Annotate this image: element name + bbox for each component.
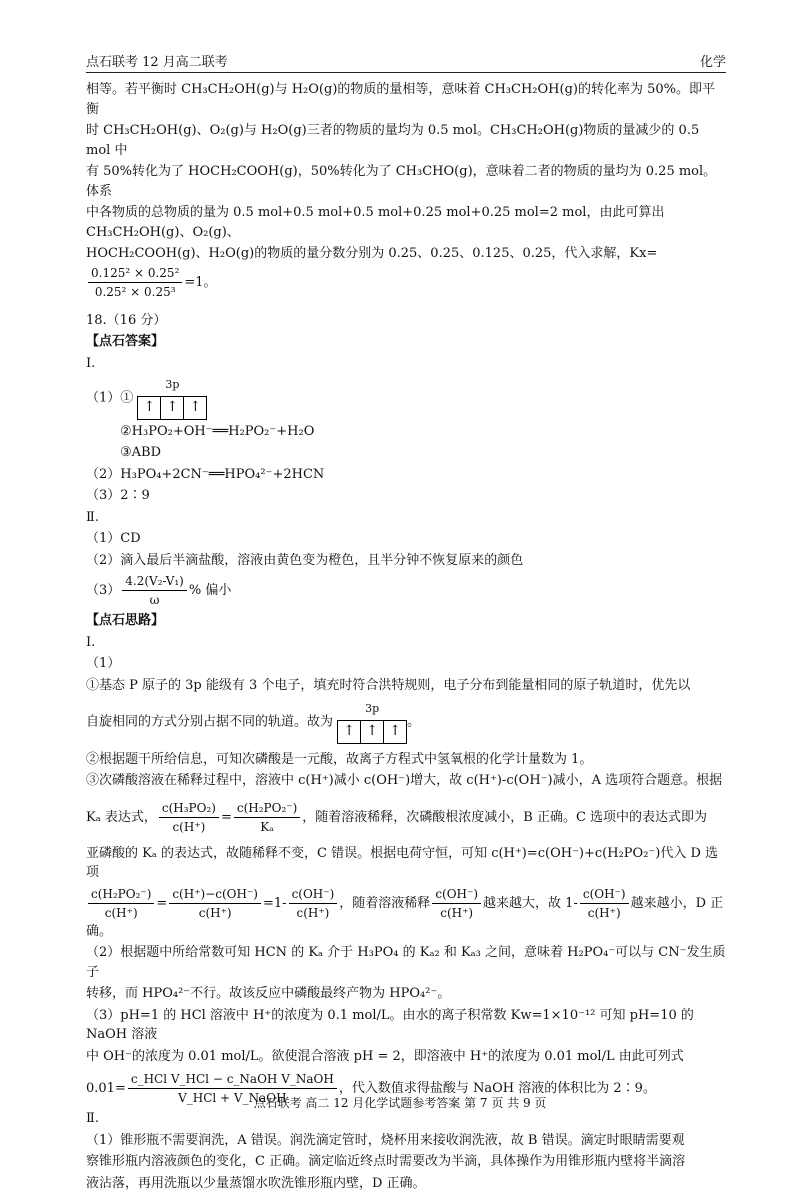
intro-line: 相等。若平衡时 CH₃CH₂OH(g)与 H₂O(g)的物质的量相等，意味着 CH₃CH₂OH(g)的转化率为 50%。即平衡 [86,82,715,117]
formula-fraction: $\frac{\text{c(H₂PO₂⁻)}}{\text{Kₐ}}$ [234,799,300,836]
answer-2: （2）H₃PO₄+2CN⁻══HPO₄²⁻+2HCN [86,466,325,482]
up-arrow-icon: ↑ [189,399,202,415]
idea-d-line: $\frac{\text{c(H₂PO₂⁻)}}{c(H^+)}$ = $\frac{c(H^+)-c(OH^-)}{c(H^+)}$ =1- $\frac{c(OH^-)}{c(H^+)}$ ，随着溶液稀释 $\frac{c(OH^-)}{c(H^+)}$ 越来越大，故 1- $\frac{c(OH^-)}{c(H^+)}$ 越来越小，D 正确。 [86,886,724,939]
formula-fraction: $\frac{c(OH^-)}{c(H^+)}$ [289,885,338,922]
section-label: Ⅱ. [86,1111,99,1126]
page-header [86,52,726,73]
section-label: Ⅱ. [86,509,99,525]
idea-3: （3）pH=1 的 HCl 溶液中 H⁺的浓度为 0.1 mol/L。由水的离子积常数 Kw=1×10⁻¹² 可知 pH=10 的 NaOH 溶液 [86,1007,694,1042]
intro-line: 中各物质的总物质的量为 0.5 mol+0.5 mol+0.5 mol+0.25 mol+0.25 mol=2 mol，由此可算出 CH₃CH₂OH(g)、O₂(g)、 [86,205,665,240]
formula-fraction: $\frac{c(H^+)-c(OH^-)}{c(H^+)}$ [169,885,261,922]
page-footer: 点石联考 高二 12 月化学试题参考答案 第 7 页 共 9 页 [253,1096,547,1110]
idea-2: 转移，而 HPO₄²⁻不行。故该反应中磷酸最终产物为 HPO₄²⁻。 [86,986,451,1001]
answer-fraction: $\frac{\text{4.2(V₂-V₁)}}{\omega}$ [122,572,187,609]
section-label: Ⅰ. [86,634,96,650]
header-subject: 化学 [699,54,726,70]
idea-text: 亚磷酸的 Kₐ 的表达式，故随稀释不变，C 错误。根据电荷守恒，可知 c(H⁺)=c(OH⁻)+c(H₂PO₂⁻)代入 D 选项 [86,845,719,880]
kx-fraction: $\frac{\text{0.125² × 0.25²}}{\text{0.25² × 0.25³}}$ [88,264,182,301]
kx-line: HOCH₂COOH(g)、H₂O(g)的物质的量分数分别为 0.25、0.25、0.125、0.25，代入求解，Kx= $\frac{\text{0.125² × 0.25²}}{\text{0.25² × 0.25³}}$ =1。 [86,246,658,299]
question-title: 18.（16 分） [86,312,167,328]
answer-1-1: （1）① 3p ↑ ↑ ↑ [86,377,726,420]
section-label: Ⅰ. [86,355,96,371]
idea-text: 自旋相同的方式分别占据不同的轨道。故为 3p ↑ ↑ ↑ 。 [86,701,726,744]
idea-1: （1） [86,656,121,671]
up-arrow-icon: ↑ [361,721,384,743]
formula-fraction: $\frac{c(OH^-)}{c(H^+)}$ [432,885,481,922]
idea-3: 中 OH⁻的浓度为 0.01 mol/L。欲使混合溶液 pH = 2，即溶液中 H⁺的浓度为 0.01 mol/L 由此可列式 [86,1048,684,1064]
orbital-boxes [337,720,407,744]
up-arrow-icon: ↑ [389,723,402,739]
idea-3-formula: 0.01= $\frac{\text{c\_HCl V\_HCl − c\_NaOH V\_NaOH}}{\text{V\_HCl + V\_NaOH}}$ ，代入数值求得盐酸与 NaOH 溶液的体积比为 2∶9。 [86,1072,656,1105]
intro-line: 有 50%转化为了 HOCH₂COOH(g)，50%转化为了 CH₃CHO(g)，意味着二者的物质的量均为 0.25 mol。体系 [86,164,717,199]
idea-ii-1: 液沾落，再用洗瓶以少量蒸馏水吹洗锥形瓶内壁，D 正确。 [86,1175,426,1191]
document-body [86,78,726,1195]
idea-ka-line: Kₐ 表达式， $\frac{\text{c(H₃PO₂)}}{c(H^+)}$ = $\frac{\text{c(H₂PO₂⁻)}}{\text{Kₐ}}$ ，随着溶液稀释，次磷酸根浓度减小，B 正确。C 选项中的表达式即为 [86,800,708,834]
up-arrow-icon: ↑ [138,397,161,419]
answer-1-2: ②H₃PO₂+OH⁻══H₂PO₂⁻+H₂O [120,423,315,439]
answer-ii-3: （3） $\frac{\text{4.2(V₂-V₁)}}{\omega}$ % 偏小 [86,574,232,607]
formula-fraction: $\frac{\text{c(H₂PO₂⁻)}}{c(H^+)}$ [88,885,154,922]
idea-text: ③次磷酸溶液在稀释过程中，溶液中 c(H⁺)减小 c(OH⁻)增大，故 c(H⁺)-c(OH⁻)减小，A 选项符合题意。根据 [86,773,723,788]
up-arrow-icon: ↑ [338,721,361,743]
orbital-diagram: 3p ↑ ↑ ↑ [137,377,207,420]
orbital-diagram: 3p ↑ ↑ ↑ [337,701,407,744]
orbital-boxes [137,396,207,420]
idea-ii-1: 察锥形瓶内溶液颜色的变化，C 正确。滴定临近终点时需要改为半滴，具体操作为用锥形瓶内壁将半滴溶 [86,1154,686,1169]
answer-1-3: ③ABD [120,445,162,460]
answer-ii-2: （2）滴入最后半滴盐酸，溶液由黄色变为橙色，且半分钟不恢复原来的颜色 [86,552,524,568]
idea-ii-1: （1）锥形瓶不需要润洗，A 错误。润洗滴定管时，烧杯用来接收润洗液，故 B 错误。滴定时眼睛需要观 [86,1132,685,1148]
header-left: 点石联考 12 月高二联考 [86,54,228,70]
answer-ii-1: （1）CD [86,531,141,546]
idea-text: ②根据题干所给信息，可知次磷酸是一元酸，故离子方程式中氢氧根的化学计量数为 1。 [86,751,593,767]
answer-heading: 【点石答案】 [86,334,165,349]
idea-2: （2）根据题中所给常数可知 HCN 的 Kₐ 介于 H₃PO₄ 的 Kₐ₂ 和 Kₐ₃ 之间，意味着 H₂PO₄⁻可以与 CN⁻发生质子 [86,945,726,980]
idea-heading: 【点石思路】 [86,613,165,628]
formula-fraction: $\frac{\text{c\_HCl V\_HCl − c\_NaOH V\_NaOH}}{\text{V\_HCl + V\_NaOH}}$ [128,1070,337,1107]
answer-3: （3）2∶9 [86,488,150,503]
formula-fraction: $\frac{c(OH^-)}{c(H^+)}$ [580,885,629,922]
formula-fraction: $\frac{\text{c(H₃PO₂)}}{c(H^+)}$ [159,799,219,836]
up-arrow-icon: ↑ [161,397,184,419]
idea-text: ①基态 P 原子的 3p 能级有 3 个电子，填充时符合洪特规则，电子分布到能量相同的原子轨道时，优先以 [86,677,691,693]
intro-line: 时 CH₃CH₂OH(g)、O₂(g)与 H₂O(g)三者的物质的量均为 0.5 mol。CH₃CH₂OH(g)物质的量减少的 0.5 mol 中 [86,123,700,158]
